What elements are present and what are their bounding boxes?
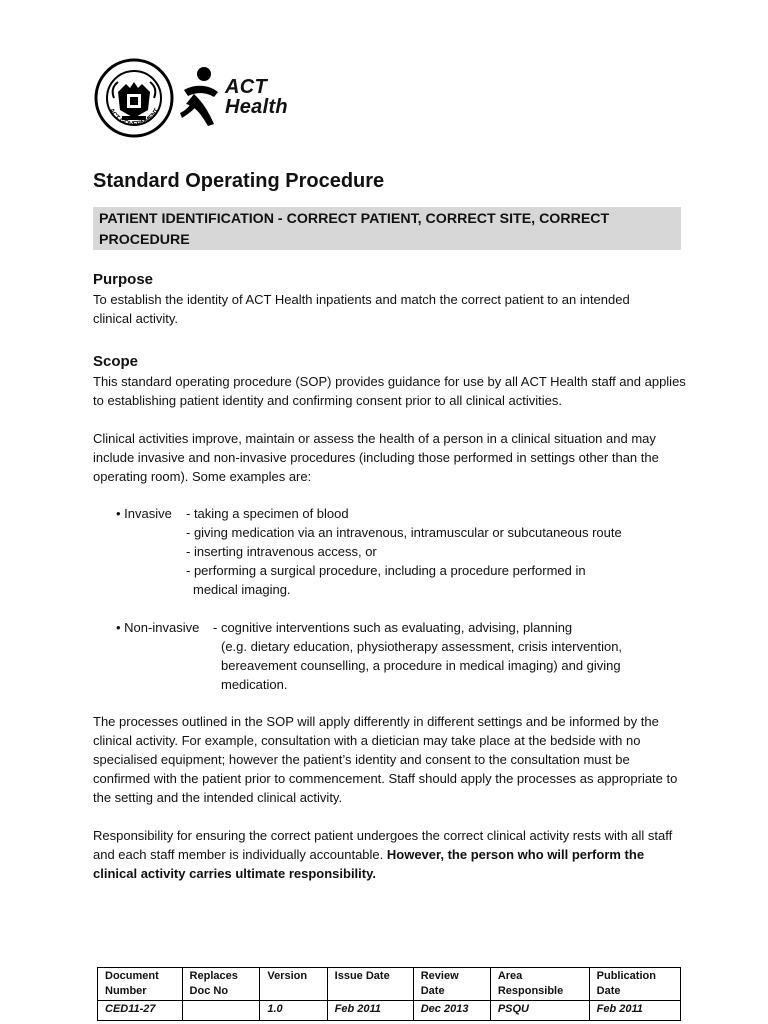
invasive-item: - inserting intravenous access, or xyxy=(186,544,377,559)
cell-review-date: Dec 2013 xyxy=(413,1001,490,1021)
noninvasive-item: (e.g. dietary education, physiotherapy assessment, crisis intervention, xyxy=(221,639,623,654)
document-title: Standard Operating Procedure xyxy=(93,170,385,192)
noninvasive-bullet-label: • Non-invasive xyxy=(116,620,200,635)
noninvasive-item: medication. xyxy=(221,677,288,692)
header-document-number: Document Number xyxy=(98,968,183,1001)
scope-paragraph-2: Clinical activities improve, maintain or assess the health of a person in a clinical situation and may include invasive and non-invasive procedures (including those performed in settings other than the operating room). Some examples are: xyxy=(93,431,659,484)
logo-block xyxy=(94,58,304,138)
header-area-responsible: Area Responsible xyxy=(490,968,589,1001)
cell-replaces-doc-no xyxy=(182,1001,260,1021)
cell-issue-date: Feb 2011 xyxy=(327,1001,413,1021)
header-replaces-doc-no: Replaces Doc No xyxy=(182,968,260,1001)
table-row xyxy=(98,1001,681,1021)
act-health-figure-icon xyxy=(180,66,222,128)
purpose-text: To establish the identity of ACT Health inpatients and match the correct patient to an intended clinical activity. xyxy=(93,292,630,326)
noninvasive-item: bereavement counselling, a procedure in medical imaging) and giving xyxy=(221,658,621,673)
cell-area-responsible: PSQU xyxy=(490,1001,589,1021)
header-version: Version xyxy=(260,968,327,1001)
cell-document-number: CED11-27 xyxy=(98,1001,183,1021)
svg-text:ACT GOVERNMENT: ACT GOVERNMENT xyxy=(107,107,161,128)
document-control-table xyxy=(97,967,681,1021)
invasive-bullet-label: • Invasive xyxy=(116,506,172,521)
cell-version: 1.0 xyxy=(260,1001,327,1021)
header-publication-date: Publication Date xyxy=(589,968,680,1001)
procedure-banner: PATIENT IDENTIFICATION - CORRECT PATIENT, CORRECT SITE, CORRECT PROCEDURE xyxy=(93,207,681,250)
header-issue-date: Issue Date xyxy=(327,968,413,1001)
table-header-row xyxy=(98,968,681,1001)
responsibility-paragraph: Responsibility for ensuring the correct patient undergoes the correct clinical activity rests with all staff and each staff member is individually accountable. However, the person who will perform the clinical activity carries ultimate responsibility. xyxy=(93,828,673,881)
scope-heading: Scope xyxy=(93,353,139,370)
cell-publication-date: Feb 2011 xyxy=(589,1001,680,1021)
seal-ring-text xyxy=(94,58,174,138)
invasive-item: - giving medication via an intravenous, intramuscular or subcutaneous route xyxy=(186,525,622,540)
act-health-wordmark: ACT Health xyxy=(225,76,288,118)
scope-paragraph-1: This standard operating procedure (SOP) provides guidance for use by all ACT Health staff and applies to establishing patient identity and confirming consent prior to all clinical activities. xyxy=(93,374,686,408)
purpose-heading: Purpose xyxy=(93,271,154,288)
invasive-item: - taking a specimen of blood xyxy=(186,506,349,521)
noninvasive-item: - cognitive interventions such as evaluating, advising, planning xyxy=(213,620,573,635)
header-review-date: Review Date xyxy=(413,968,490,1001)
processes-paragraph: The processes outlined in the SOP will apply differently in different settings and be informed by the clinical activity. For example, consultation with a dietician may take place at the bedside with no specialised equipment; however the patient’s identity and consent to the consultation must be confirmed with the patient prior to commencement. Staff should apply the processes as appropriate to the setting and the intended clinical activity. xyxy=(93,714,678,805)
invasive-item: medical imaging. xyxy=(193,582,291,597)
responsibility-emphasis: However, the person who will perform the clinical activity carries ultimate responsibility. xyxy=(93,847,645,881)
invasive-item: - performing a surgical procedure, including a procedure performed in xyxy=(186,563,586,578)
